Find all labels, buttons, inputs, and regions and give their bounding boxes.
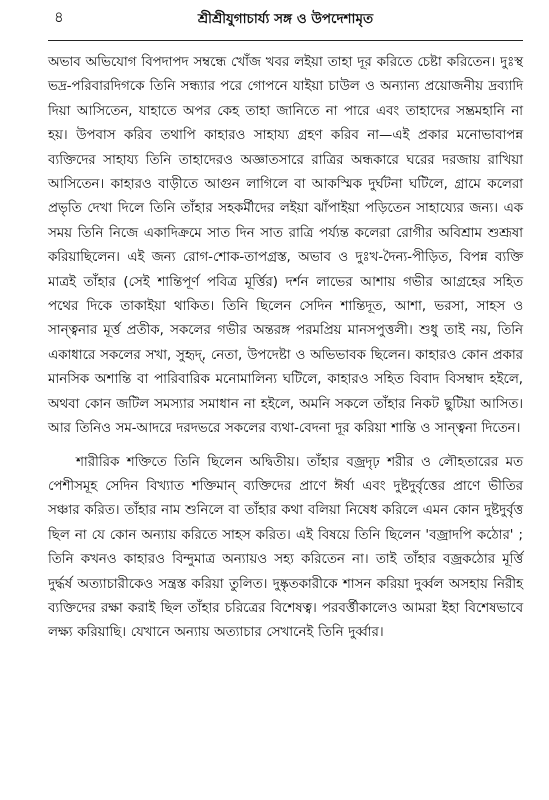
page-header — [48, 0, 523, 41]
page-number: ৪ — [54, 8, 64, 26]
paragraph: শারীরিক শক্তিতে তিনি ছিলেন অদ্বিতীয়। তাঁহার বজ্রদৃঢ় শরীর ও লৌহতারের মত পেশীসমূহ সেদিন বিখ্যাত শক্তিমান্ ব্যক্তিদের প্রাণে ঈর্ষা এবং দুষ্টদুর্বৃত্তের প্রাণে ভীতির সঞ্চার করিত। তাঁহার নাম শুনিলে বা তাঁহার কথা বলিয়া নিষেধ করিলে এমন কোন দুষ্টদুর্বৃত্ত ছিল না যে কোন অন্যায় করিতে সাহস করিত। এই বিষয়ে তিনি ছিলেন 'বজ্রাদপি কঠোর' ; তিনি কখনও কাহারও বিন্দুমাত্র অন্যায়ও সহ্য করিতেন না। তাই তাঁহার বজ্রকঠোর মূর্ত্তি দুর্দ্ধর্ষ অত্যাচারীকেও সন্ত্রস্ত করিয়া তুলিত। দুষ্কৃতকারীকে শাসন করিয়া দুর্ব্বল অসহায় নিরীহ ব্যক্তিদের রক্ষা করাই ছিল তাঁহার চরিত্রের বিশেষত্ব। পরবর্ত্তীকালেও আমরা ইহা বিশেষভাবে লক্ষ্য করিয়াছি। যেখানে অন্যায় অত্যাচার সেখানেই তিনি দুর্ব্বার। — [48, 454, 523, 641]
page-body — [48, 41, 523, 646]
paragraph: অভাব অভিযোগ বিপদাপদ সম্বন্ধে খোঁজ খবর লইয়া তাহা দূর করিতে চেষ্টা করিতেন। দুঃস্থ ভদ্র-পরিবারদিগকে তিনি সন্ধ্যার পরে গোপনে যাইয়া চাউল ও অন্যান্য প্রয়োজনীয় দ্রব্যাদি দিয়া আসিতেন, যাহাতে অপর কেহ তাহা জানিতে না পারে এবং তাহাদের সম্ভ্রমহানি না হয়। উপবাস করিব তথাপি কাহারও সাহায্য গ্রহণ করিব না—এই প্রকার মনোভাবাপন্ন ব্যক্তিদের সাহায্য তিনি তাহাদেরও অজ্ঞাতসারে রাত্রির অন্ধকারে ঘরের দরজায় রাখিয়া আসিতেন। কাহারও বাড়ীতে আগুন লাগিলে বা আকস্মিক দুর্ঘটনা ঘটিলে, গ্রামে কলেরা প্রভৃতি দেখা দিলে তিনি তাঁহার সহকর্মীদের লইয়া ঝাঁপাইয়া পড়িতেন সাহায্যের জন্য। এক সময় তিনি নিজে একাদিক্রমে সাত দিন সাত রাত্রি পর্য্যন্ত কলেরা রোগীর অবিশ্রাম শুশ্রূষা করিয়াছিলেন। এই জন্য রোগ-শোক-তাপগ্রস্ত, অভাব ও দুঃখ-দৈন্য-পীড়িত, বিপন্ন ব্যক্তি মাত্রই তাঁহার (সেই শান্তিপূর্ণ পবিত্র মূর্ত্তির) দর্শন লাভের আশায় গভীর আগ্রহের সহিত পথের দিকে তাকাইয়া থাকিত। তিনি ছিলেন সেদিন শান্তিদূত, আশা, ভরসা, সাহস ও সান্ত্বনার মূর্ত্ত প্রতীক, সকলের গভীর অন্তরঙ্গ পরমপ্রিয় মানসপুত্তলী। শুধু তাই নয়, তিনি একাধারে সকলের সখা, সুহৃদ্‌, নেতা, উপদেষ্টা ও অভিভাবক ছিলেন। কাহারও কোন প্রকার মানসিক অশান্তি বা পারিবারিক মনোমালিন্য ঘটিলে, কাহারও সহিত বিবাদ বিসম্বাদ হইলে, অথবা কোন জটিল সমস্যার সমাধান না হইলে, অমনি সকলে তাঁহার নিকট ছুটিয়া আসিত। আর তিনিও সম-আদরে দরদভরে সকলের ব্যথা-বেদনা দূর করিয়া শান্তি ও সান্ত্বনা দিতেন। — [48, 55, 523, 437]
running-title: শ্রীশ্রীযুগাচার্য্য সঙ্গ ও উপদেশামৃত — [197, 11, 374, 27]
